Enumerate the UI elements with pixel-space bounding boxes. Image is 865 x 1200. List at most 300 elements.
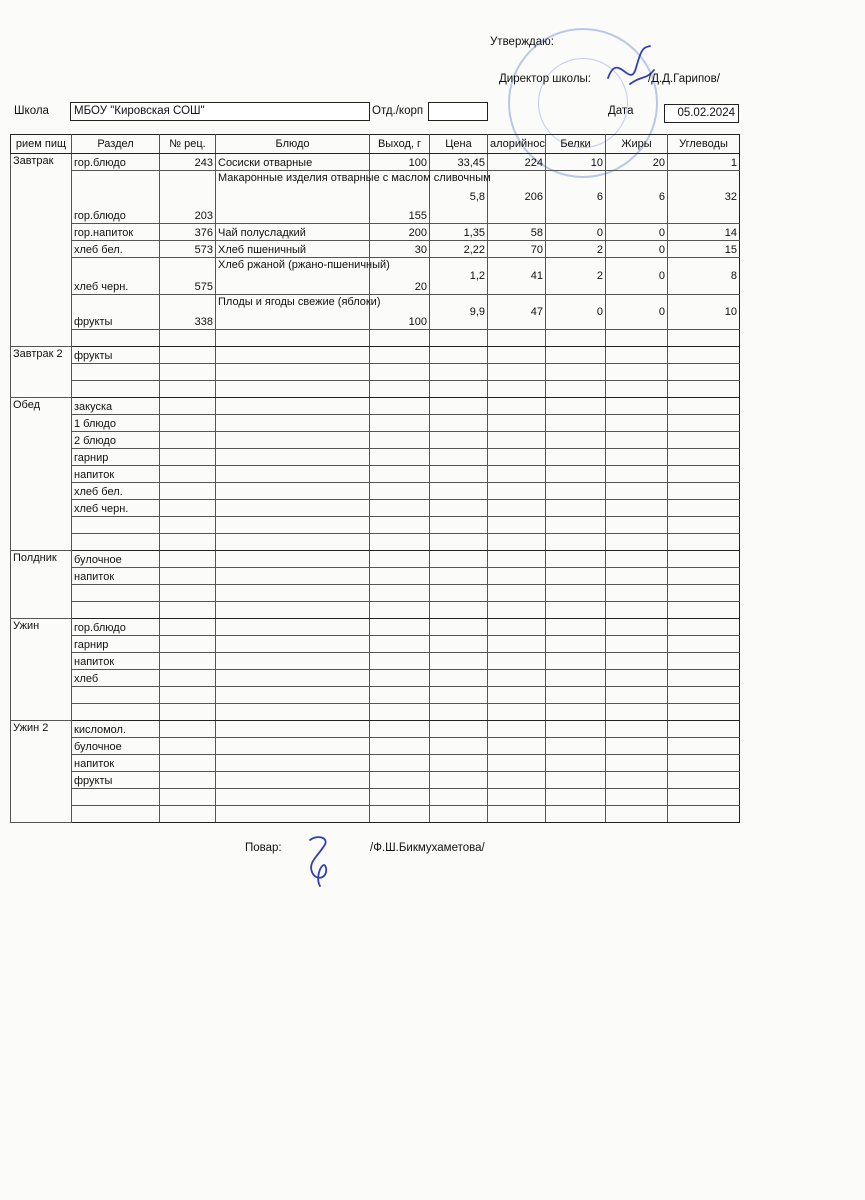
protein-cell — [546, 381, 606, 398]
price-cell — [430, 704, 488, 721]
protein-cell: 0 — [546, 295, 606, 330]
table-row — [11, 585, 740, 602]
meal-name: Обед — [11, 398, 72, 551]
calories-cell — [488, 449, 546, 466]
meal-name: Завтрак — [11, 154, 72, 347]
carbs-cell — [668, 670, 740, 687]
protein-cell — [546, 364, 606, 381]
calories-cell: 70 — [488, 241, 546, 258]
dish-cell — [216, 806, 370, 823]
protein-cell — [546, 704, 606, 721]
calories-cell — [488, 619, 546, 636]
protein-cell — [546, 500, 606, 517]
price-cell — [430, 687, 488, 704]
fat-cell — [606, 687, 668, 704]
carbs-cell — [668, 806, 740, 823]
col-header-protein: Белки — [546, 135, 606, 154]
fat-cell: 0 — [606, 224, 668, 241]
carbs-cell — [668, 415, 740, 432]
recipe-number-cell — [160, 347, 216, 364]
output-cell — [370, 789, 430, 806]
output-cell: 20 — [370, 258, 430, 295]
section-cell: фрукты — [72, 295, 160, 330]
price-cell: 33,45 — [430, 154, 488, 171]
output-cell — [370, 364, 430, 381]
carbs-cell — [668, 636, 740, 653]
output-cell — [370, 534, 430, 551]
output-cell — [370, 653, 430, 670]
carbs-cell: 8 — [668, 258, 740, 295]
protein-cell — [546, 534, 606, 551]
output-cell — [370, 704, 430, 721]
dish-cell — [216, 483, 370, 500]
table-row — [11, 224, 740, 241]
protein-cell — [546, 619, 606, 636]
output-cell — [370, 398, 430, 415]
meal-name: Завтрак 2 — [11, 347, 72, 398]
dish-cell — [216, 653, 370, 670]
output-cell — [370, 585, 430, 602]
table-row — [11, 704, 740, 721]
recipe-number-cell — [160, 517, 216, 534]
dish-cell — [216, 551, 370, 568]
carbs-cell — [668, 398, 740, 415]
output-cell — [370, 670, 430, 687]
table-header-row — [11, 135, 740, 154]
price-cell — [430, 585, 488, 602]
carbs-cell — [668, 347, 740, 364]
date-label: Дата — [608, 105, 634, 117]
col-header-output: Выход, г — [370, 135, 430, 154]
fat-cell: 0 — [606, 295, 668, 330]
output-cell — [370, 466, 430, 483]
price-cell — [430, 670, 488, 687]
table-row — [11, 154, 740, 171]
protein-cell — [546, 347, 606, 364]
date-field: 05.02.2024 — [664, 104, 739, 123]
dish-cell — [216, 415, 370, 432]
price-cell — [430, 398, 488, 415]
output-cell — [370, 602, 430, 619]
section-cell: кисломол. — [72, 721, 160, 738]
carbs-cell — [668, 602, 740, 619]
carbs-cell — [668, 364, 740, 381]
recipe-number-cell — [160, 568, 216, 585]
carbs-cell — [668, 619, 740, 636]
price-cell — [430, 738, 488, 755]
recipe-number-cell — [160, 415, 216, 432]
table-row — [11, 449, 740, 466]
fat-cell — [606, 789, 668, 806]
dish-cell — [216, 687, 370, 704]
dish-cell — [216, 568, 370, 585]
table-row — [11, 721, 740, 738]
table-row — [11, 466, 740, 483]
section-cell: гарнир — [72, 449, 160, 466]
calories-cell — [488, 687, 546, 704]
table-row — [11, 483, 740, 500]
recipe-number-cell — [160, 772, 216, 789]
calories-cell — [488, 330, 546, 347]
carbs-cell: 14 — [668, 224, 740, 241]
section-cell: гарнир — [72, 636, 160, 653]
table-row — [11, 772, 740, 789]
carbs-cell — [668, 721, 740, 738]
fat-cell — [606, 704, 668, 721]
fat-cell — [606, 738, 668, 755]
recipe-number-cell — [160, 534, 216, 551]
director-label: Директор школы: — [499, 73, 591, 85]
carbs-cell: 15 — [668, 241, 740, 258]
recipe-number-cell — [160, 806, 216, 823]
director-name: /Д.Д.Гарипов/ — [648, 73, 720, 85]
calories-cell — [488, 517, 546, 534]
calories-cell — [488, 466, 546, 483]
table-row — [11, 258, 740, 295]
output-cell — [370, 381, 430, 398]
recipe-number-cell — [160, 670, 216, 687]
fat-cell: 0 — [606, 258, 668, 295]
recipe-number-cell — [160, 636, 216, 653]
table-row — [11, 432, 740, 449]
section-cell — [72, 585, 160, 602]
price-cell — [430, 449, 488, 466]
carbs-cell — [668, 381, 740, 398]
price-cell — [430, 415, 488, 432]
output-cell: 200 — [370, 224, 430, 241]
school-field: МБОУ "Кировская СОШ" — [70, 102, 370, 121]
output-cell — [370, 636, 430, 653]
table-row — [11, 517, 740, 534]
protein-cell — [546, 653, 606, 670]
table-row — [11, 619, 740, 636]
carbs-cell — [668, 449, 740, 466]
recipe-number-cell — [160, 602, 216, 619]
output-cell — [370, 432, 430, 449]
recipe-number-cell: 573 — [160, 241, 216, 258]
carbs-cell — [668, 653, 740, 670]
price-cell — [430, 636, 488, 653]
recipe-number-cell — [160, 755, 216, 772]
protein-cell: 2 — [546, 241, 606, 258]
calories-cell: 41 — [488, 258, 546, 295]
dish-cell — [216, 364, 370, 381]
carbs-cell: 32 — [668, 171, 740, 224]
calories-cell — [488, 721, 546, 738]
section-cell: закуска — [72, 398, 160, 415]
calories-cell — [488, 551, 546, 568]
protein-cell — [546, 466, 606, 483]
protein-cell — [546, 330, 606, 347]
protein-cell: 10 — [546, 154, 606, 171]
dish-cell: Плоды и ягоды свежие (яблоки) — [216, 295, 370, 330]
section-cell: булочное — [72, 738, 160, 755]
protein-cell — [546, 483, 606, 500]
calories-cell: 224 — [488, 154, 546, 171]
price-cell — [430, 330, 488, 347]
output-cell — [370, 500, 430, 517]
fat-cell — [606, 432, 668, 449]
recipe-number-cell — [160, 483, 216, 500]
carbs-cell: 10 — [668, 295, 740, 330]
fat-cell — [606, 619, 668, 636]
fat-cell — [606, 398, 668, 415]
fat-cell — [606, 772, 668, 789]
output-cell: 155 — [370, 171, 430, 224]
price-cell — [430, 772, 488, 789]
protein-cell — [546, 772, 606, 789]
output-cell — [370, 772, 430, 789]
table-row — [11, 670, 740, 687]
section-cell: напиток — [72, 568, 160, 585]
table-row — [11, 755, 740, 772]
section-cell: гор.блюдо — [72, 619, 160, 636]
dish-cell — [216, 670, 370, 687]
price-cell — [430, 500, 488, 517]
table-row — [11, 789, 740, 806]
output-cell — [370, 687, 430, 704]
fat-cell — [606, 364, 668, 381]
protein-cell — [546, 636, 606, 653]
price-cell — [430, 432, 488, 449]
col-header-dish: Блюдо — [216, 135, 370, 154]
output-cell — [370, 755, 430, 772]
recipe-number-cell — [160, 466, 216, 483]
calories-cell — [488, 415, 546, 432]
price-cell — [430, 347, 488, 364]
dish-cell — [216, 398, 370, 415]
school-label: Школа — [14, 105, 49, 117]
output-cell — [370, 806, 430, 823]
price-cell — [430, 466, 488, 483]
calories-cell — [488, 585, 546, 602]
price-cell — [430, 551, 488, 568]
recipe-number-cell: 203 — [160, 171, 216, 224]
fat-cell — [606, 653, 668, 670]
dish-cell: Чай полусладкий — [216, 224, 370, 241]
output-cell — [370, 619, 430, 636]
dish-cell — [216, 721, 370, 738]
protein-cell — [546, 449, 606, 466]
price-cell: 2,22 — [430, 241, 488, 258]
price-cell — [430, 653, 488, 670]
protein-cell — [546, 789, 606, 806]
protein-cell — [546, 398, 606, 415]
table-row — [11, 568, 740, 585]
fat-cell: 20 — [606, 154, 668, 171]
dish-cell — [216, 738, 370, 755]
section-cell — [72, 602, 160, 619]
price-cell — [430, 534, 488, 551]
output-cell — [370, 415, 430, 432]
carbs-cell — [668, 789, 740, 806]
carbs-cell — [668, 568, 740, 585]
dish-cell — [216, 517, 370, 534]
fat-cell — [606, 721, 668, 738]
price-cell — [430, 755, 488, 772]
recipe-number-cell — [160, 364, 216, 381]
calories-cell: 47 — [488, 295, 546, 330]
price-cell: 1,2 — [430, 258, 488, 295]
recipe-number-cell — [160, 687, 216, 704]
protein-cell — [546, 432, 606, 449]
output-cell — [370, 721, 430, 738]
dish-cell — [216, 347, 370, 364]
section-cell: хлеб черн. — [72, 500, 160, 517]
protein-cell — [546, 415, 606, 432]
cook-name: /Ф.Ш.Бикмухаметова/ — [370, 842, 485, 854]
carbs-cell: 1 — [668, 154, 740, 171]
carbs-cell — [668, 772, 740, 789]
recipe-number-cell — [160, 398, 216, 415]
section-cell: гор.напиток — [72, 224, 160, 241]
fat-cell — [606, 517, 668, 534]
table-row — [11, 551, 740, 568]
table-row — [11, 364, 740, 381]
recipe-number-cell — [160, 381, 216, 398]
output-cell: 100 — [370, 154, 430, 171]
carbs-cell — [668, 585, 740, 602]
carbs-cell — [668, 500, 740, 517]
section-cell — [72, 806, 160, 823]
output-cell — [370, 568, 430, 585]
price-cell: 9,9 — [430, 295, 488, 330]
calories-cell — [488, 738, 546, 755]
price-cell — [430, 789, 488, 806]
carbs-cell — [668, 534, 740, 551]
table-row — [11, 330, 740, 347]
section-cell: хлеб черн. — [72, 258, 160, 295]
section-cell — [72, 687, 160, 704]
dish-cell — [216, 619, 370, 636]
calories-cell — [488, 347, 546, 364]
carbs-cell — [668, 704, 740, 721]
table-row — [11, 687, 740, 704]
output-cell: 30 — [370, 241, 430, 258]
dish-cell — [216, 500, 370, 517]
output-cell — [370, 517, 430, 534]
recipe-number-cell — [160, 738, 216, 755]
section-cell: напиток — [72, 466, 160, 483]
price-cell — [430, 483, 488, 500]
director-signature — [600, 40, 660, 100]
output-cell — [370, 551, 430, 568]
section-cell: гор.блюдо — [72, 171, 160, 224]
recipe-number-cell — [160, 585, 216, 602]
cook-label: Повар: — [245, 842, 282, 854]
dish-cell — [216, 602, 370, 619]
dish-cell: Хлеб пшеничный — [216, 241, 370, 258]
section-cell: фрукты — [72, 772, 160, 789]
section-cell: хлеб бел. — [72, 241, 160, 258]
fat-cell — [606, 415, 668, 432]
calories-cell — [488, 772, 546, 789]
price-cell — [430, 364, 488, 381]
recipe-number-cell — [160, 432, 216, 449]
section-cell: хлеб бел. — [72, 483, 160, 500]
fat-cell — [606, 500, 668, 517]
section-cell — [72, 364, 160, 381]
calories-cell — [488, 755, 546, 772]
table-row — [11, 381, 740, 398]
section-cell: 2 блюдо — [72, 432, 160, 449]
calories-cell — [488, 602, 546, 619]
protein-cell — [546, 687, 606, 704]
carbs-cell — [668, 517, 740, 534]
protein-cell: 6 — [546, 171, 606, 224]
menu-table — [10, 134, 740, 823]
price-cell — [430, 517, 488, 534]
table-row — [11, 171, 740, 224]
meal-name: Ужин 2 — [11, 721, 72, 823]
section-cell: 1 блюдо — [72, 415, 160, 432]
table-row — [11, 415, 740, 432]
recipe-number-cell — [160, 704, 216, 721]
fat-cell — [606, 806, 668, 823]
section-cell: напиток — [72, 653, 160, 670]
col-header-recipe: № рец. — [160, 135, 216, 154]
output-cell — [370, 483, 430, 500]
table-row — [11, 347, 740, 364]
table-row — [11, 738, 740, 755]
calories-cell — [488, 381, 546, 398]
fat-cell — [606, 330, 668, 347]
carbs-cell — [668, 755, 740, 772]
recipe-number-cell: 338 — [160, 295, 216, 330]
col-header-section: Раздел — [72, 135, 160, 154]
price-cell: 1,35 — [430, 224, 488, 241]
col-header-fat: Жиры — [606, 135, 668, 154]
fat-cell — [606, 755, 668, 772]
col-header-carbs: Углеводы — [668, 135, 740, 154]
dish-cell — [216, 704, 370, 721]
calories-cell — [488, 534, 546, 551]
protein-cell — [546, 755, 606, 772]
protein-cell — [546, 670, 606, 687]
calories-cell — [488, 789, 546, 806]
dish-cell: Хлеб ржаной (ржано-пшеничный) — [216, 258, 370, 295]
calories-cell — [488, 568, 546, 585]
dish-cell — [216, 772, 370, 789]
dish-cell: Макаронные изделия отварные с маслом сливочным — [216, 171, 370, 224]
col-header-price: Цена — [430, 135, 488, 154]
dish-cell: Сосиски отварные — [216, 154, 370, 171]
calories-cell — [488, 636, 546, 653]
protein-cell — [546, 602, 606, 619]
dept-field — [428, 102, 488, 121]
calories-cell — [488, 653, 546, 670]
recipe-number-cell — [160, 721, 216, 738]
cook-signature — [300, 832, 340, 890]
dept-label: Отд./корп — [372, 105, 424, 117]
carbs-cell — [668, 432, 740, 449]
protein-cell: 0 — [546, 224, 606, 241]
meal-name: Ужин — [11, 619, 72, 721]
dish-cell — [216, 789, 370, 806]
output-cell — [370, 330, 430, 347]
calories-cell — [488, 806, 546, 823]
fat-cell: 6 — [606, 171, 668, 224]
dish-cell — [216, 466, 370, 483]
fat-cell — [606, 534, 668, 551]
table-row — [11, 295, 740, 330]
meal-name: Полдник — [11, 551, 72, 619]
fat-cell — [606, 568, 668, 585]
section-cell: хлеб — [72, 670, 160, 687]
section-cell: булочное — [72, 551, 160, 568]
fat-cell — [606, 483, 668, 500]
fat-cell — [606, 347, 668, 364]
